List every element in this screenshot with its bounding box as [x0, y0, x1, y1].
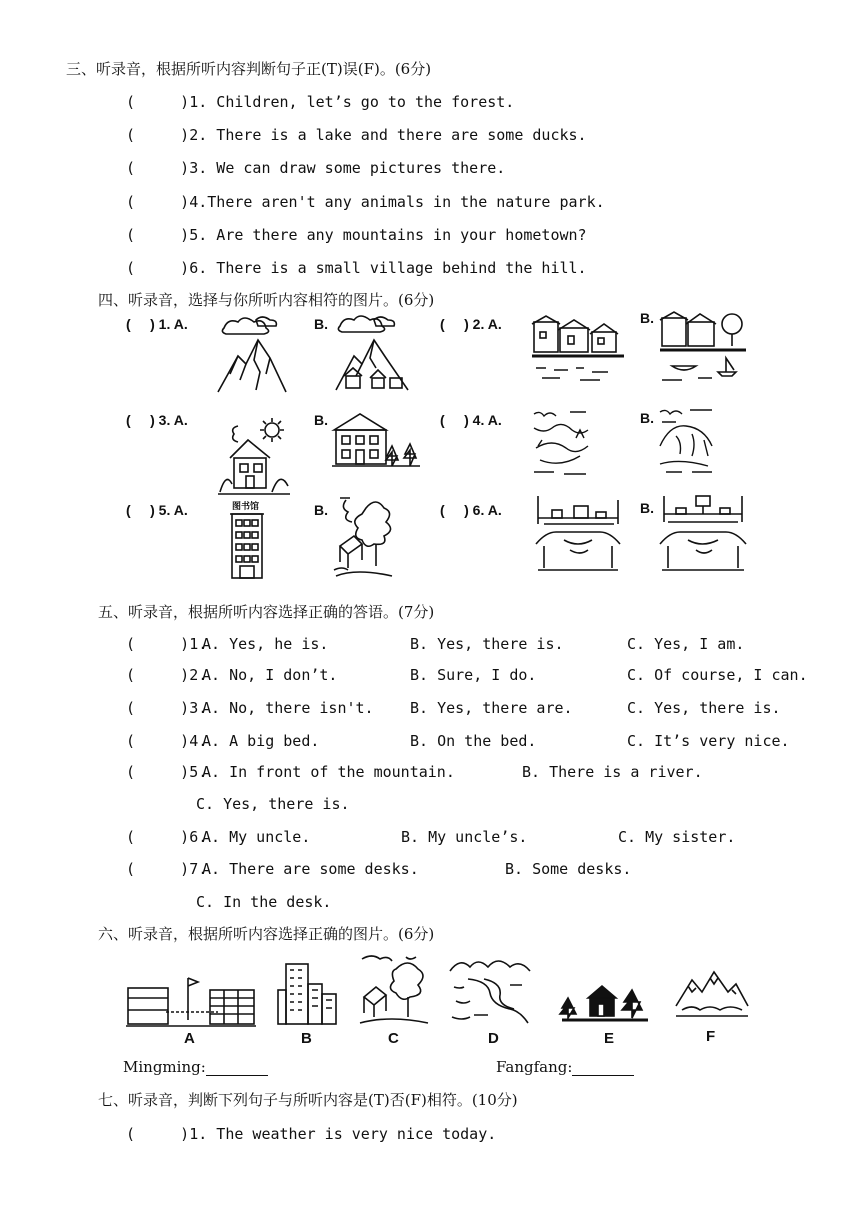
- section3-heading: 三、听录音，根据所听内容判断句子正(T)误(F)。(6分): [66, 60, 432, 78]
- forest-bench-picture: [332, 496, 396, 580]
- sec4-q3-label: ( ) 3. A.: [126, 412, 188, 428]
- section7-heading: 七、听录音，判断下列句子与所听内容是(T)否(F)相符。(10分): [98, 1091, 518, 1109]
- sec6-letter-c: C: [388, 1030, 399, 1047]
- sec5-q2-c: C. Of course, I can.: [627, 666, 808, 684]
- sec5-q3-b: B. Yes, there are.: [410, 699, 573, 717]
- sec3-item-6: ( )6. There is a small village behind the hill.: [126, 259, 587, 277]
- sec5-q7-b: B. Some desks.: [505, 860, 632, 878]
- mingming-answer-line[interactable]: [123, 1058, 268, 1076]
- sec5-q2: ( )2.: [126, 666, 208, 684]
- sec4-q5-b-label: B.: [314, 502, 328, 518]
- sec4-q2-label: ( ) 2. A.: [440, 316, 502, 332]
- sec5-q3-c: C. Yes, there is.: [627, 699, 781, 717]
- section5-heading: 五、听录音，根据所听内容选择正确的答语。(7分): [98, 603, 435, 621]
- sec5-q1: ( )1.: [126, 635, 208, 653]
- sec4-q1-label: ( ) 1. A.: [126, 316, 188, 332]
- river-valley-picture: [448, 955, 532, 1027]
- school-yard-picture: [126, 976, 256, 1028]
- sec5-q6: ( )6.: [126, 828, 208, 846]
- mountain-picture: [216, 314, 288, 394]
- school-building-picture: [330, 410, 422, 470]
- sec6-letter-d: D: [488, 1030, 499, 1047]
- sec5-q4-c: C. It’s very nice.: [627, 732, 790, 750]
- sec4-q2-b-label: B.: [640, 310, 654, 326]
- house-sun-picture: [216, 414, 292, 496]
- fangfang-answer-line[interactable]: [496, 1058, 634, 1076]
- forest-bench-picture-c: [358, 955, 430, 1027]
- village-river-picture-a: [530, 314, 626, 384]
- sec5-q1-a: A. Yes, he is.: [202, 635, 329, 653]
- sec4-q4-label: ( ) 4. A.: [440, 412, 502, 428]
- city-buildings-picture: [276, 962, 338, 1026]
- sec5-q7-a: A. There are some desks.: [202, 860, 419, 878]
- sec3-item-5: ( )5. Are there any mountains in your hometown?: [126, 226, 587, 244]
- sec5-q5: ( )5.: [126, 763, 208, 781]
- sec3-item-4: ( )4.There aren't any animals in the nature park.: [126, 193, 605, 211]
- sec3-item-3: ( )3. We can draw some pictures there.: [126, 159, 506, 177]
- sec4-q6-label: ( ) 6. A.: [440, 502, 502, 518]
- library-sign: 图书馆: [232, 502, 260, 512]
- sec5-q5-c: C. Yes, there is.: [196, 795, 350, 813]
- river-bridge-picture-b: [658, 492, 748, 574]
- sec4-q4-b-label: B.: [640, 410, 654, 426]
- sec5-q5-a: A. In front of the mountain.: [202, 763, 455, 781]
- forest-cabin-picture: [558, 968, 650, 1026]
- sec6-letter-f: F: [706, 1028, 716, 1045]
- sec5-q5-b: B. There is a river.: [522, 763, 703, 781]
- mountains-picture: [674, 966, 750, 1022]
- sec4-q5-label: ( ) 5. A.: [126, 502, 188, 518]
- mountain-village-picture: [334, 312, 410, 392]
- sec7-item-1: ( )1. The weather is very nice today.: [126, 1125, 497, 1143]
- sec6-letter-b: B: [301, 1030, 312, 1047]
- sec5-q6-a: A. My uncle.: [202, 828, 311, 846]
- sec5-q3: ( )3.: [126, 699, 208, 717]
- section6-heading: 六、听录音，根据所听内容选择正确的图片。(6分): [98, 925, 435, 943]
- sec4-q1-b-label: B.: [314, 316, 328, 332]
- sec5-q3-a: A. No, there isn't.: [202, 699, 374, 717]
- fangfang-blank[interactable]: [572, 1061, 634, 1076]
- sec5-q4: ( )4.: [126, 732, 208, 750]
- sec5-q1-b: B. Yes, there is.: [410, 635, 564, 653]
- sec5-q2-b: B. Sure, I do.: [410, 666, 537, 684]
- sec3-item-2: ( )2. There is a lake and there are some ducks.: [126, 126, 587, 144]
- sec5-q2-a: A. No, I don’t.: [202, 666, 338, 684]
- village-boats-picture-b: [658, 310, 748, 384]
- river-bridge-picture-a: [534, 494, 622, 574]
- sec5-q7-c: C. In the desk.: [196, 893, 332, 911]
- sec4-q6-b-label: B.: [640, 500, 654, 516]
- mingming-label: Mingming:: [123, 1058, 206, 1076]
- mingming-blank[interactable]: [206, 1061, 268, 1076]
- sec5-q7: ( )7.: [126, 860, 208, 878]
- sec4-q3-b-label: B.: [314, 412, 328, 428]
- sec5-q6-b: B. My uncle’s.: [401, 828, 528, 846]
- sec3-item-1: ( )1. Children, let’s go to the forest.: [126, 93, 515, 111]
- sec5-q1-c: C. Yes, I am.: [627, 635, 745, 653]
- sec5-q4-a: A. A big bed.: [202, 732, 320, 750]
- sec6-letter-e: E: [604, 1030, 615, 1047]
- sec5-q6-c: C. My sister.: [618, 828, 736, 846]
- sec5-q4-b: B. On the bed.: [410, 732, 537, 750]
- river-landscape-picture-a: [530, 408, 592, 478]
- library-building-picture: [228, 502, 266, 580]
- fangfang-label: Fangfang:: [496, 1058, 573, 1076]
- section4-heading: 四、听录音，选择与你所听内容相符的图片。(6分): [98, 291, 435, 309]
- sec6-letter-a: A: [184, 1030, 195, 1047]
- waterfall-landscape-picture-b: [656, 406, 718, 476]
